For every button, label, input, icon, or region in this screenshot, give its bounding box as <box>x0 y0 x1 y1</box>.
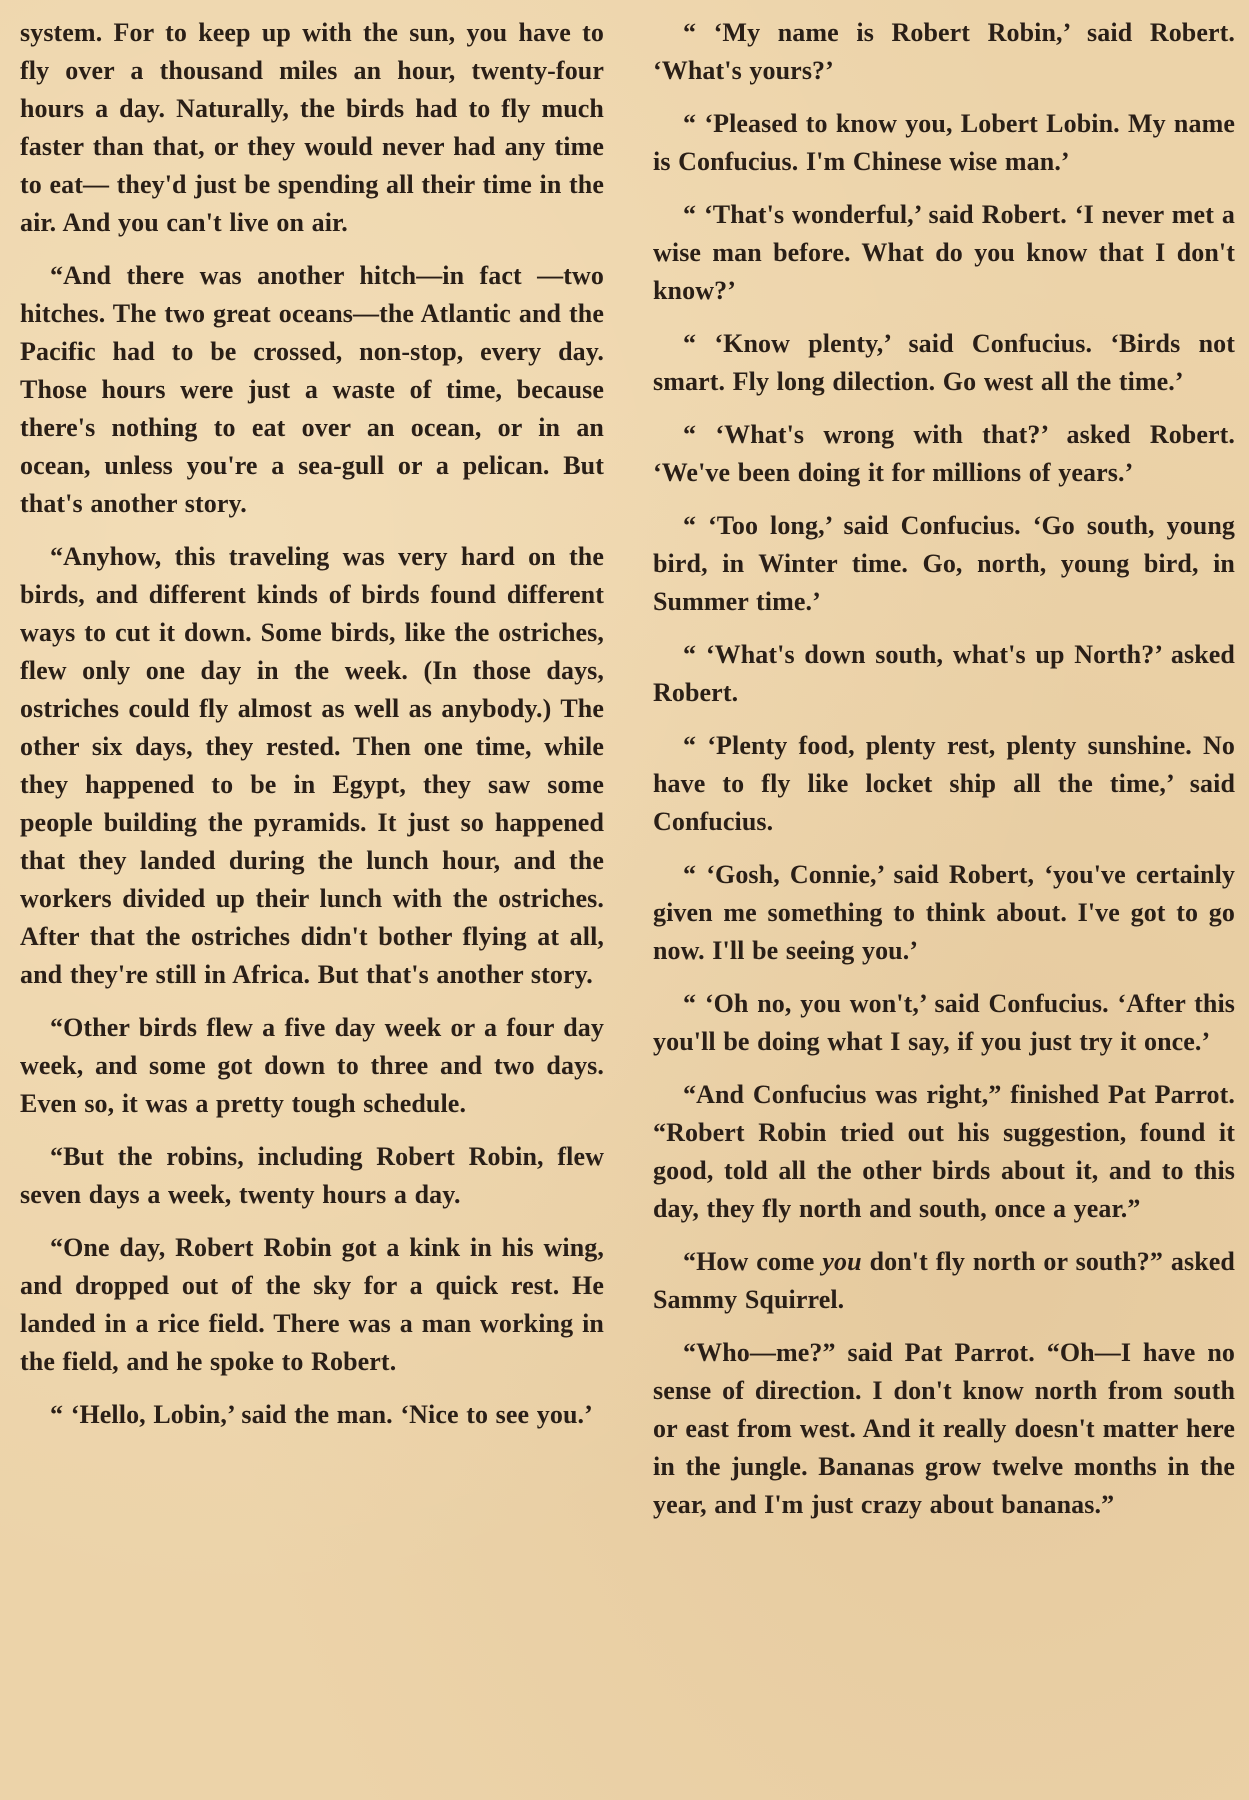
question-text-after: don't fly north or south?” asked Sammy Squirrel. <box>653 1247 1235 1314</box>
left-text-column <box>20 14 604 1800</box>
paragraph-confucius-was-right: “And Confucius was right,” finished Pat Parrot. “Robert Robin tried out his suggestion, found it good, told all the other birds about it, and to this day, they fly north and south, once a year.” <box>653 1080 1235 1223</box>
paragraph-robins: “But the robins, including Robert Robin, flew seven days a week, twenty hours a day. <box>20 1142 604 1209</box>
paragraph-who-me: “Who—me?” said Pat Parrot. “Oh—I have no sense of direction. I don't know north from south or east from west. And it really doesn't matter here in the jungle. Bananas grow twelve months in the year, and I'm just crazy about bananas.” <box>653 1338 1235 1519</box>
question-text-before: “How come <box>683 1247 823 1276</box>
paragraph-two-hitches: “And there was another hitch—in fact —two hitches. The two great oceans—the Atlantic and the Pacific had to be crossed, non-stop, every day. Those hours were just a waste of time, because there's nothing to eat over an ocean, or in an ocean, unless you're a sea-gull or a pelican. But that's another story. <box>20 261 604 518</box>
paragraph-whats-wrong: “ ‘What's wrong with that?’ asked Robert. ‘We've been doing it for millions of years.’ <box>653 420 1235 487</box>
right-text-column <box>653 14 1235 1800</box>
paragraph-whats-down-south: “ ‘What's down south, what's up North?’ asked Robert. <box>653 640 1235 707</box>
paragraph-kink-in-wing: “One day, Robert Robin got a kink in his wing, and dropped out of the sky for a quick rest. He landed in a rice field. There was a man working in the field, and he spoke to Robert. <box>20 1233 604 1376</box>
question-emphasis: you <box>822 1247 862 1276</box>
paragraph-oh-no: “ ‘Oh no, you won't,’ said Confucius. ‘After this you'll be doing what I say, if you just try it once.’ <box>653 989 1235 1056</box>
paragraph-ostriches: “Anyhow, this traveling was very hard on the birds, and different kinds of birds found different ways to cut it down. Some birds, like the ostriches, flew only one day in the week. (In those days, ostriches could fly almost as well as anybody.) The other six days, they rested. Then one time, while they happened to be in Egypt, they saw some people building the pyramids. It just so happened that they landed during the lunch hour, and the workers divided up their lunch with the ostriches. After that the ostriches didn't bother flying at all, and they're still in Africa. But that's another story. <box>20 542 604 989</box>
paragraph-too-long: “ ‘Too long,’ said Confucius. ‘Go south, young bird, in Winter time. Go, north, young bird, in Summer time.’ <box>653 511 1235 616</box>
paragraph-pleased-to-know: “ ‘Pleased to know you, Lobert Lobin. My name is Confucius. I'm Chinese wise man.’ <box>653 109 1235 176</box>
paragraph-my-name: “ ‘My name is Robert Robin,’ said Robert. ‘What's yours?’ <box>653 18 1235 85</box>
paragraph-sun-system: system. For to keep up with the sun, you have to fly over a thousand miles an hour, twenty-four hours a day. Naturally, the birds had to fly much faster than that, or they would never had any time to eat— they'd just be spending all their time in the air. And you can't live on air. <box>20 18 604 237</box>
paragraph-how-come <box>653 1243 1235 1319</box>
paragraph-hello-lobin: “ ‘Hello, Lobin,’ said the man. ‘Nice to see you.’ <box>50 1400 593 1429</box>
paragraph-gosh-connie: “ ‘Gosh, Connie,’ said Robert, ‘you've certainly given me something to think about. I've got to go now. I'll be seeing you.’ <box>653 860 1235 965</box>
paragraph-know-plenty: “ ‘Know plenty,’ said Confucius. ‘Birds not smart. Fly long dilection. Go west all the time.’ <box>653 329 1235 396</box>
paragraph-wise-man: “ ‘That's wonderful,’ said Robert. ‘I never met a wise man before. What do you know that I don't know?’ <box>653 200 1235 305</box>
paragraph-plenty-food: “ ‘Plenty food, plenty rest, plenty sunshine. No have to fly like locket ship all the time,’ said Confucius. <box>653 731 1235 836</box>
paragraph-other-birds: “Other birds flew a five day week or a four day week, and some got down to three and two days. Even so, it was a pretty tough schedule. <box>20 1013 604 1118</box>
